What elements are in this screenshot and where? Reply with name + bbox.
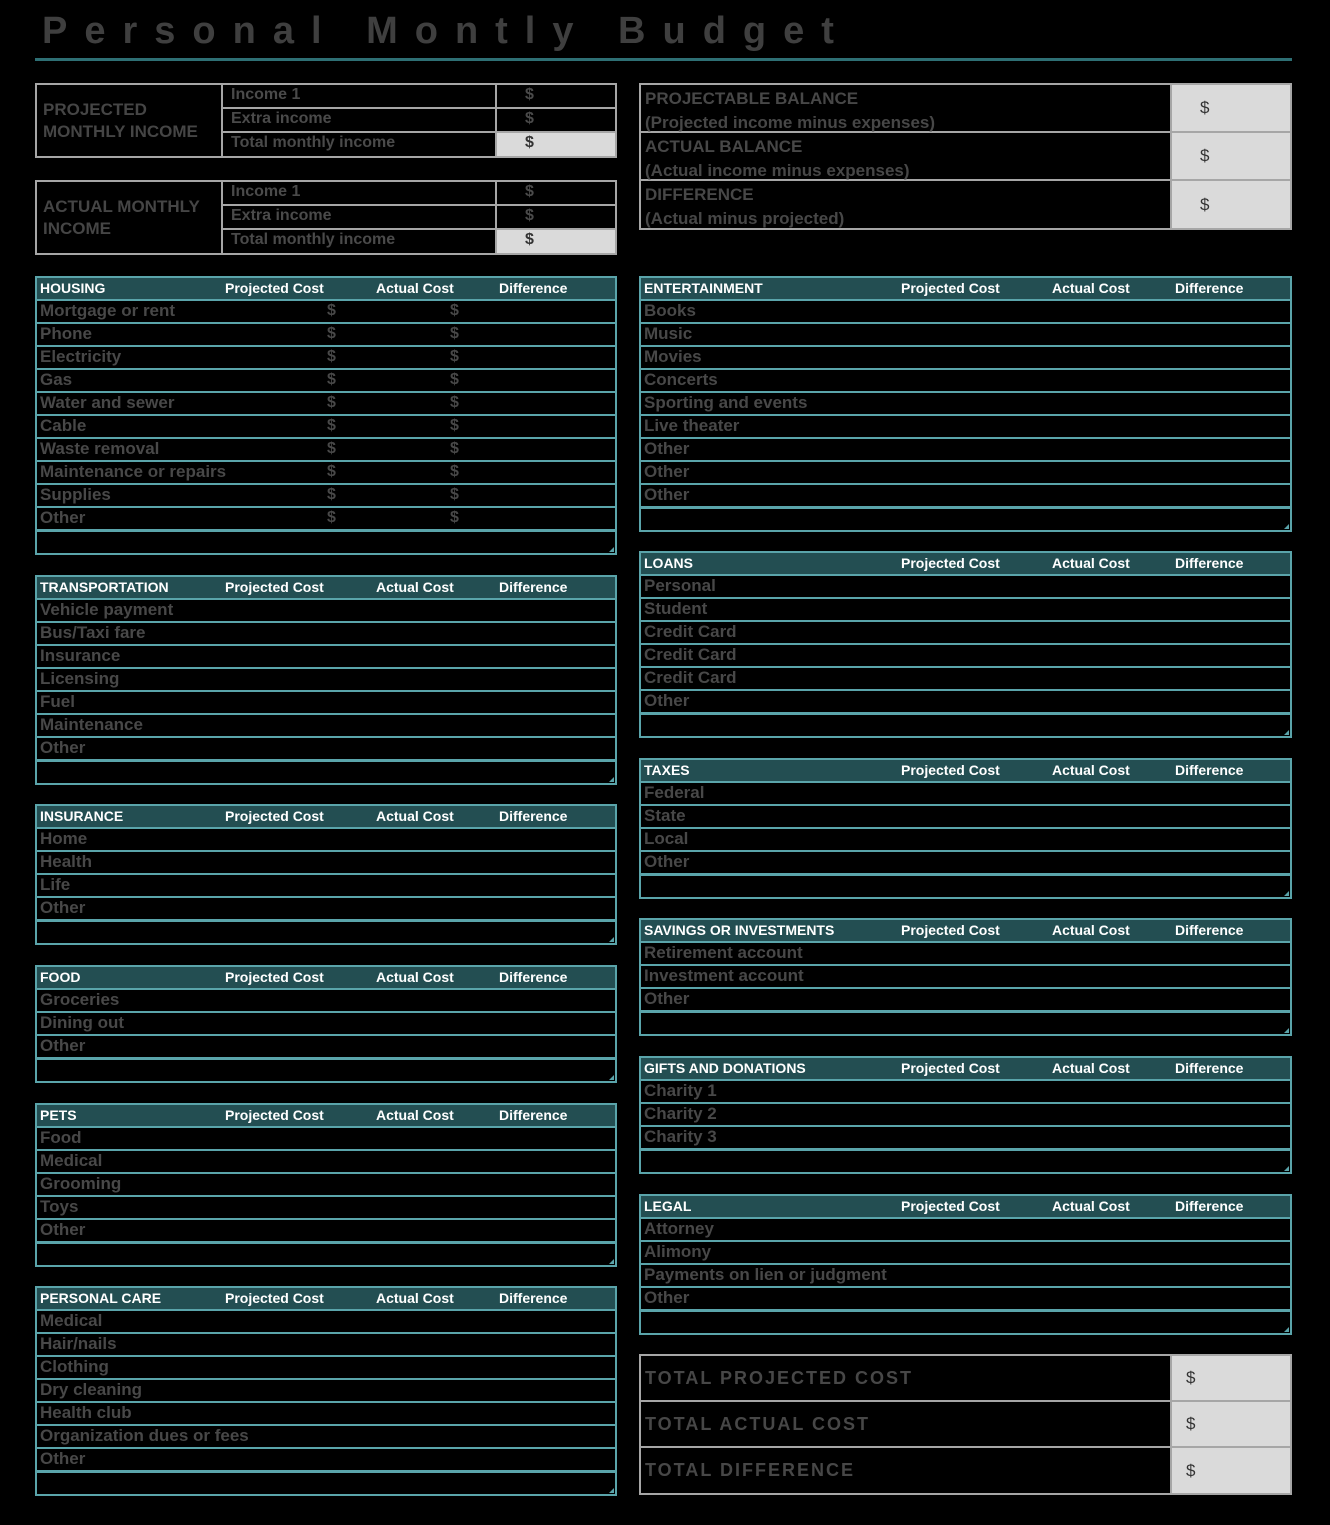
projected-cost-header: Projected Cost	[225, 1107, 324, 1123]
row-label: State	[644, 806, 686, 825]
row-label: Food	[40, 1128, 82, 1147]
table-row[interactable]	[37, 827, 615, 850]
table-row[interactable]	[37, 1309, 615, 1332]
difference-header: Difference	[1175, 922, 1244, 938]
actual-cost-cell[interactable]: $	[450, 417, 459, 434]
row-label: Music	[644, 324, 693, 343]
insurance-table	[35, 804, 617, 945]
projected-cost-header: Projected Cost	[901, 762, 1000, 778]
table-row[interactable]	[37, 460, 615, 483]
row-label: Water and sewer	[40, 393, 175, 412]
actual-cost-header: Actual Cost	[1052, 762, 1130, 778]
resize-handle-icon	[1284, 730, 1289, 735]
table-row[interactable]	[641, 941, 1290, 964]
resize-handle-icon	[1284, 1028, 1289, 1033]
projected-cost-cell[interactable]: $	[327, 325, 336, 342]
table-row[interactable]	[37, 1172, 615, 1195]
row-label: Payments on lien or judgment	[644, 1265, 887, 1284]
table-header	[641, 553, 1290, 574]
actual-cost-header: Actual Cost	[1052, 555, 1130, 571]
row-label: Groceries	[40, 990, 120, 1009]
row-label: Movies	[644, 347, 702, 366]
difference-header: Difference	[1175, 1060, 1244, 1076]
table-row[interactable]	[641, 322, 1290, 345]
balance-title: DIFFERENCE	[645, 185, 754, 204]
income-total-value: $	[497, 133, 615, 156]
row-label: Clothing	[40, 1357, 109, 1376]
actual-cost-cell[interactable]: $	[450, 371, 459, 388]
income-name: Total monthly income	[223, 230, 497, 253]
table-row[interactable]	[37, 1149, 615, 1172]
actual-cost-header: Actual Cost	[1052, 1060, 1130, 1076]
row-label: Sporting and events	[644, 393, 808, 412]
table-row[interactable]	[641, 437, 1290, 460]
table-row[interactable]	[641, 1079, 1290, 1102]
table-row[interactable]	[641, 574, 1290, 597]
table-row[interactable]	[641, 1286, 1290, 1309]
actual-cost-header: Actual Cost	[376, 969, 454, 985]
row-label: Medical	[40, 1151, 103, 1170]
row-label: Health	[40, 852, 92, 871]
income-value[interactable]: $	[497, 182, 615, 206]
table-row[interactable]	[641, 666, 1290, 689]
income-name: Total monthly income	[223, 133, 497, 156]
table-header	[641, 920, 1290, 941]
category-title: TAXES	[644, 762, 690, 778]
row-label: Live theater	[644, 416, 740, 435]
table-row[interactable]	[37, 437, 615, 460]
total-label: TOTAL DIFFERENCE	[641, 1448, 1172, 1493]
difference-header: Difference	[1175, 1198, 1244, 1214]
row-label: Other	[644, 852, 690, 871]
table-row[interactable]	[37, 850, 615, 873]
table-row[interactable]	[37, 345, 615, 368]
transportation-table	[35, 575, 617, 785]
table-row[interactable]	[37, 713, 615, 736]
table-row[interactable]	[37, 368, 615, 391]
row-label: Other	[644, 691, 690, 710]
table-row[interactable]	[641, 391, 1290, 414]
taxes-table	[639, 758, 1292, 899]
row-label: Waste removal	[40, 439, 160, 458]
row-label: Alimony	[644, 1242, 712, 1261]
row-label: Fuel	[40, 692, 75, 711]
table-header	[641, 1196, 1290, 1217]
table-row[interactable]	[37, 391, 615, 414]
row-label: Investment account	[644, 966, 804, 985]
row-label: Credit Card	[644, 622, 737, 641]
table-row[interactable]	[641, 1217, 1290, 1240]
category-title: PETS	[40, 1107, 77, 1123]
actual-cost-header: Actual Cost	[376, 579, 454, 595]
row-label: Books	[644, 301, 696, 320]
table-row[interactable]	[37, 1401, 615, 1424]
actual-cost-cell[interactable]: $	[450, 509, 459, 526]
table-header	[641, 760, 1290, 781]
income-value[interactable]: $	[497, 206, 615, 230]
difference-header: Difference	[499, 808, 568, 824]
row-label: Federal	[644, 783, 705, 802]
title-divider	[35, 58, 1292, 61]
row-label: Local	[644, 829, 689, 848]
row-label: Maintenance or repairs	[40, 462, 227, 481]
table-row[interactable]	[37, 1447, 615, 1470]
table-row[interactable]	[641, 804, 1290, 827]
total-label: TOTAL ACTUAL COST	[641, 1402, 1172, 1446]
table-header	[37, 577, 615, 598]
row-label: Attorney	[644, 1219, 714, 1238]
resize-handle-icon	[609, 937, 614, 942]
row-label: Other	[644, 989, 690, 1008]
projected-cost-cell[interactable]: $	[327, 371, 336, 388]
projected-cost-header: Projected Cost	[225, 969, 324, 985]
category-title: HOUSING	[40, 280, 106, 296]
row-label: Other	[644, 462, 690, 481]
actual-cost-header: Actual Cost	[1052, 1198, 1130, 1214]
income-name: Extra income	[223, 109, 497, 133]
row-label: Electricity	[40, 347, 122, 366]
resize-handle-icon	[609, 547, 614, 552]
income-name: Income 1	[223, 85, 497, 109]
actual-cost-cell[interactable]: $	[450, 440, 459, 457]
balance-title: ACTUAL BALANCE	[645, 137, 803, 156]
table-row[interactable]	[641, 1125, 1290, 1148]
table-total-row	[37, 1241, 615, 1265]
projected-cost-cell[interactable]: $	[327, 486, 336, 503]
table-row[interactable]	[37, 736, 615, 759]
category-title: GIFTS AND DONATIONS	[644, 1060, 806, 1076]
projected-cost-cell[interactable]: $	[327, 463, 336, 480]
table-row[interactable]	[641, 1263, 1290, 1286]
row-label: Phone	[40, 324, 92, 343]
difference-header: Difference	[499, 280, 568, 296]
table-row[interactable]	[641, 483, 1290, 506]
table-header	[37, 967, 615, 988]
table-row[interactable]	[37, 414, 615, 437]
balance-label	[641, 133, 1172, 179]
personal-care-table	[35, 1286, 617, 1496]
balance-title: PROJECTABLE BALANCE	[645, 89, 859, 108]
income-total-value: $	[497, 230, 615, 253]
table-row[interactable]	[641, 597, 1290, 620]
row-label: Charity 1	[644, 1081, 717, 1100]
actual-cost-cell[interactable]: $	[450, 325, 459, 342]
table-row[interactable]	[37, 644, 615, 667]
projected-cost-header: Projected Cost	[225, 579, 324, 595]
row-label: Mortgage or rent	[40, 301, 176, 320]
table-row[interactable]	[37, 621, 615, 644]
total-value: $	[1172, 1356, 1290, 1400]
actual-cost-cell[interactable]: $	[450, 348, 459, 365]
resize-handle-icon	[1284, 1166, 1289, 1171]
projected-cost-cell[interactable]: $	[327, 302, 336, 319]
table-row[interactable]	[37, 1355, 615, 1378]
actual-cost-cell[interactable]: $	[450, 302, 459, 319]
actual-cost-header: Actual Cost	[376, 1107, 454, 1123]
row-label: Licensing	[40, 669, 120, 688]
row-label: Credit Card	[644, 668, 737, 687]
table-row[interactable]	[641, 850, 1290, 873]
table-header	[641, 278, 1290, 299]
table-row[interactable]	[641, 460, 1290, 483]
table-row[interactable]	[37, 322, 615, 345]
difference-header: Difference	[499, 579, 568, 595]
table-row[interactable]	[641, 781, 1290, 804]
projected-cost-cell[interactable]: $	[327, 394, 336, 411]
row-label: Other	[40, 898, 86, 917]
savings-table	[639, 918, 1292, 1036]
income-value[interactable]: $	[497, 85, 615, 109]
table-row[interactable]	[37, 988, 615, 1011]
category-title: LEGAL	[644, 1198, 692, 1214]
table-row[interactable]	[641, 414, 1290, 437]
table-row[interactable]	[37, 1332, 615, 1355]
table-total-row	[641, 712, 1290, 736]
total-value: $	[1172, 1402, 1290, 1446]
table-row[interactable]	[37, 896, 615, 919]
row-label: Gas	[40, 370, 73, 389]
table-row[interactable]	[37, 1424, 615, 1447]
row-label: Supplies	[40, 485, 111, 504]
actual-cost-header: Actual Cost	[376, 280, 454, 296]
row-label: Cable	[40, 416, 87, 435]
difference-header: Difference	[499, 969, 568, 985]
row-label: Other	[40, 738, 86, 757]
row-label: Other	[40, 1449, 86, 1468]
difference-header: Difference	[1175, 280, 1244, 296]
table-row[interactable]	[37, 299, 615, 322]
difference-header: Difference	[499, 1107, 568, 1123]
category-title: ENTERTAINMENT	[644, 280, 763, 296]
row-label: Insurance	[40, 646, 121, 665]
row-label: Medical	[40, 1311, 103, 1330]
category-title: TRANSPORTATION	[40, 579, 169, 595]
actual-cost-header: Actual Cost	[1052, 922, 1130, 938]
loans-table	[639, 551, 1292, 738]
total-label: TOTAL PROJECTED COST	[641, 1356, 1172, 1400]
actual-cost-cell[interactable]: $	[450, 394, 459, 411]
actual-cost-header: Actual Cost	[376, 808, 454, 824]
balance-value: $	[1172, 133, 1290, 179]
row-label: Concerts	[644, 370, 718, 389]
table-header	[37, 806, 615, 827]
difference-header: Difference	[499, 1290, 568, 1306]
table-header	[37, 278, 615, 299]
projected-cost-header: Projected Cost	[901, 1198, 1000, 1214]
gifts-table	[639, 1056, 1292, 1174]
balance-value: $	[1172, 85, 1290, 131]
table-total-row	[641, 1148, 1290, 1172]
table-total-row	[641, 1309, 1290, 1333]
projected-cost-header: Projected Cost	[225, 1290, 324, 1306]
resize-handle-icon	[1284, 891, 1289, 896]
projected-cost-header: Projected Cost	[901, 555, 1000, 571]
projected-cost-header: Projected Cost	[901, 280, 1000, 296]
table-row[interactable]	[37, 1378, 615, 1401]
row-label: Personal	[644, 576, 716, 595]
balance-subtitle: (Actual minus projected)	[645, 209, 845, 228]
actual-income-box	[35, 180, 617, 255]
row-label: Other	[40, 1220, 86, 1239]
table-row[interactable]	[37, 1195, 615, 1218]
resize-handle-icon	[609, 1488, 614, 1493]
row-label: Grooming	[40, 1174, 122, 1193]
table-row[interactable]	[641, 643, 1290, 666]
row-label: Bus/Taxi fare	[40, 623, 146, 642]
table-row[interactable]	[37, 598, 615, 621]
table-total-row	[37, 759, 615, 783]
table-row[interactable]	[37, 483, 615, 506]
table-total-row	[641, 506, 1290, 530]
table-header	[37, 1288, 615, 1309]
table-total-row	[641, 1010, 1290, 1034]
row-label: Other	[644, 1288, 690, 1307]
projected-income-box	[35, 83, 617, 158]
resize-handle-icon	[1284, 1327, 1289, 1332]
table-total-row	[37, 1470, 615, 1494]
row-label: Toys	[40, 1197, 79, 1216]
projected-cost-header: Projected Cost	[901, 922, 1000, 938]
category-title: INSURANCE	[40, 808, 124, 824]
projected-cost-cell[interactable]: $	[327, 509, 336, 526]
table-row[interactable]	[641, 345, 1290, 368]
projected-cost-cell[interactable]: $	[327, 417, 336, 434]
table-row[interactable]	[37, 873, 615, 896]
balance-value: $	[1172, 181, 1290, 228]
actual-cost-cell[interactable]: $	[450, 463, 459, 480]
projected-income-label: PROJECTED MONTHLY INCOME	[37, 85, 223, 156]
table-header	[37, 1105, 615, 1126]
food-table	[35, 965, 617, 1083]
table-header	[641, 1058, 1290, 1079]
row-label: Charity 2	[644, 1104, 717, 1123]
table-row[interactable]	[37, 1011, 615, 1034]
resize-handle-icon	[609, 777, 614, 782]
pets-table	[35, 1103, 617, 1267]
row-label: Dining out	[40, 1013, 125, 1032]
income-value[interactable]: $	[497, 109, 615, 133]
balance-label	[641, 181, 1172, 228]
row-label: Retirement account	[644, 943, 803, 962]
table-row[interactable]	[37, 506, 615, 529]
table-row[interactable]	[641, 368, 1290, 391]
projected-cost-cell[interactable]: $	[327, 440, 336, 457]
table-row[interactable]	[37, 1126, 615, 1149]
table-row[interactable]	[641, 1102, 1290, 1125]
table-row[interactable]	[37, 690, 615, 713]
row-label: Health club	[40, 1403, 132, 1422]
actual-cost-header: Actual Cost	[376, 1290, 454, 1306]
row-label: Vehicle payment	[40, 600, 174, 619]
page-title: Personal Montly Budget	[42, 10, 851, 52]
category-title: LOANS	[644, 555, 693, 571]
table-row[interactable]	[641, 1240, 1290, 1263]
row-label: Other	[40, 508, 86, 527]
difference-header: Difference	[1175, 762, 1244, 778]
table-total-row	[37, 529, 615, 553]
table-row[interactable]	[641, 299, 1290, 322]
projected-cost-header: Projected Cost	[901, 1060, 1000, 1076]
table-row[interactable]	[641, 689, 1290, 712]
projected-cost-header: Projected Cost	[225, 808, 324, 824]
actual-income-label: ACTUAL MONTHLY INCOME	[37, 182, 223, 253]
total-value: $	[1172, 1448, 1290, 1493]
balance-subtitle: (Projected income minus expenses)	[645, 113, 936, 132]
resize-handle-icon	[609, 1259, 614, 1264]
row-label: Dry cleaning	[40, 1380, 143, 1399]
table-row[interactable]	[641, 620, 1290, 643]
row-label: Maintenance	[40, 715, 143, 734]
category-title: SAVINGS OR INVESTMENTS	[644, 922, 835, 938]
row-label: Charity 3	[644, 1127, 717, 1146]
table-row[interactable]	[37, 1034, 615, 1057]
row-label: Other	[644, 439, 690, 458]
projected-cost-cell[interactable]: $	[327, 348, 336, 365]
table-row[interactable]	[37, 667, 615, 690]
balance-box	[639, 83, 1292, 230]
row-label: Organization dues or fees	[40, 1426, 249, 1445]
category-title: FOOD	[40, 969, 81, 985]
housing-table	[35, 276, 617, 555]
income-name: Extra income	[223, 206, 497, 230]
category-title: PERSONAL CARE	[40, 1290, 162, 1306]
table-total-row	[37, 919, 615, 943]
row-label: Life	[40, 875, 71, 894]
row-label: Home	[40, 829, 88, 848]
totals-box	[639, 1354, 1292, 1495]
resize-handle-icon	[1284, 524, 1289, 529]
difference-header: Difference	[1175, 555, 1244, 571]
row-label: Other	[40, 1036, 86, 1055]
table-total-row	[37, 1057, 615, 1081]
table-row[interactable]	[641, 987, 1290, 1010]
balance-subtitle: (Actual income minus expenses)	[645, 161, 910, 180]
table-row[interactable]	[641, 827, 1290, 850]
projected-cost-header: Projected Cost	[225, 280, 324, 296]
entertainment-table	[639, 276, 1292, 532]
balance-label	[641, 85, 1172, 131]
table-row[interactable]	[641, 964, 1290, 987]
table-row[interactable]	[37, 1218, 615, 1241]
income-name: Income 1	[223, 182, 497, 206]
row-label: Credit Card	[644, 645, 737, 664]
table-total-row	[641, 873, 1290, 897]
row-label: Student	[644, 599, 708, 618]
row-label: Other	[644, 485, 690, 504]
row-label: Hair/nails	[40, 1334, 117, 1353]
resize-handle-icon	[609, 1075, 614, 1080]
actual-cost-cell[interactable]: $	[450, 486, 459, 503]
actual-cost-header: Actual Cost	[1052, 280, 1130, 296]
legal-table	[639, 1194, 1292, 1335]
